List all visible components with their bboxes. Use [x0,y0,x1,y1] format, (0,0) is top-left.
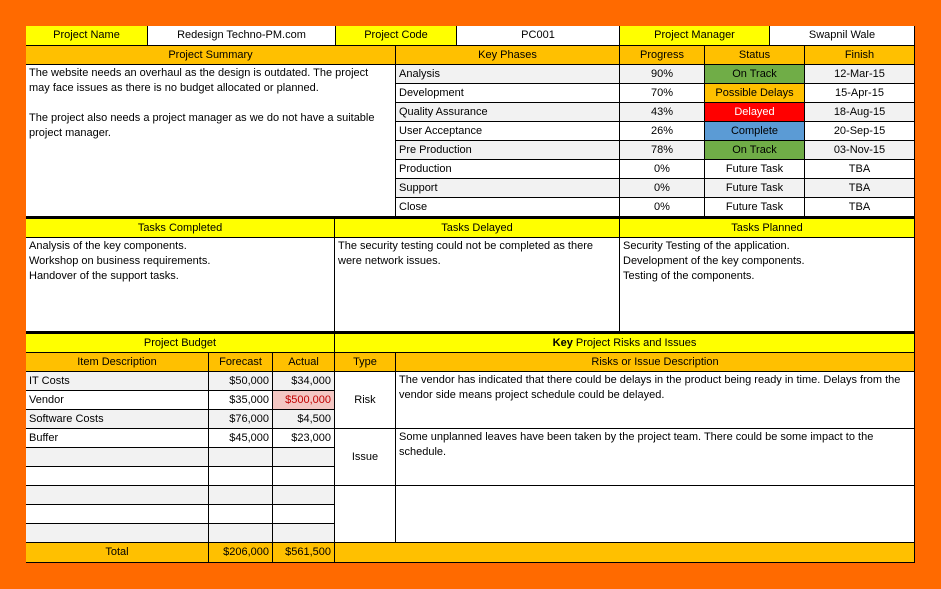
phase-name-cell: Support [396,179,620,198]
project-manager-label: Project Manager [620,26,770,46]
completed-task-item: Analysis of the key components. [29,240,187,252]
phase-status-badge: Future Task [705,160,805,179]
status-header: Status [705,46,805,65]
phase-name-cell: User Acceptance [396,122,620,141]
tasks-delayed-text [335,238,620,332]
delayed-task-item: The security testing could not be completed as there were network issues. [338,240,593,267]
phase-progress-cell: 0% [620,179,705,198]
status-report-sheet [26,26,915,563]
phase-finish-cell: TBA [805,198,915,217]
summary-paragraph-2: The project also needs a project manager as we do not have a suitable project manager. [29,112,375,139]
budget-total-forecast: $206,000 [209,543,273,563]
budget-empty-cell [209,467,273,486]
risk-description-header: Risks or Issue Description [396,353,915,372]
phase-status-badge: Future Task [705,198,805,217]
phase-finish-cell: 03-Nov-15 [805,141,915,160]
budget-item-cell: Software Costs [26,410,209,429]
phase-progress-cell: 0% [620,160,705,179]
project-manager-value: Swapnil Wale [770,26,915,46]
phase-name-cell: Analysis [396,65,620,84]
summary-paragraph-1: The website needs an overhaul as the design is outdated. The project may face issues as there is no budget allocated or planned. [29,67,369,94]
budget-forecast-cell: $45,000 [209,429,273,448]
budget-actual-cell: $34,000 [273,372,335,391]
budget-forecast-cell: $35,000 [209,391,273,410]
phase-progress-cell: 78% [620,141,705,160]
budget-empty-cell [26,448,209,467]
issue-description-cell: Some unplanned leaves have been taken by the project team. There could be some impact to the schedule. [396,429,915,486]
forecast-header: Forecast [209,353,273,372]
budget-total-actual: $561,500 [273,543,335,563]
actual-header: Actual [273,353,335,372]
completed-task-item: Workshop on business requirements. [29,255,211,267]
budget-empty-cell [26,467,209,486]
project-summary-body [26,65,396,217]
risks-issues-title [335,332,915,353]
budget-empty-cell [209,505,273,524]
project-name-value: Redesign Techno-PM.com [148,26,336,46]
project-code-label: Project Code [336,26,457,46]
project-name-label: Project Name [26,26,148,46]
budget-empty-cell [273,486,335,505]
phase-progress-cell: 43% [620,103,705,122]
phase-status-badge: On Track [705,141,805,160]
phase-status-badge: Possible Delays [705,84,805,103]
budget-empty-cell [209,524,273,543]
budget-empty-cell [26,486,209,505]
risks-title-rest: Project Risks and Issues [572,337,697,349]
phase-finish-cell: 15-Apr-15 [805,84,915,103]
budget-actual-cell: $4,500 [273,410,335,429]
completed-task-item: Handover of the support tasks. [29,270,179,282]
budget-forecast-cell: $76,000 [209,410,273,429]
budget-item-cell: Vendor [26,391,209,410]
empty-type-cell [335,486,396,543]
budget-empty-cell [26,524,209,543]
budget-forecast-cell: $50,000 [209,372,273,391]
tasks-completed-list [26,238,335,332]
phase-name-cell: Pre Production [396,141,620,160]
budget-empty-cell [209,448,273,467]
risk-type-cell: Risk [335,372,396,429]
item-description-header: Item Description [26,353,209,372]
tasks-delayed-title: Tasks Delayed [335,217,620,238]
phase-name-cell: Production [396,160,620,179]
phase-progress-cell: 90% [620,65,705,84]
key-phases-header: Key Phases [396,46,620,65]
phase-progress-cell: 0% [620,198,705,217]
budget-empty-cell [273,524,335,543]
finish-header: Finish [805,46,915,65]
planned-task-item: Security Testing of the application. [623,240,790,252]
phase-finish-cell: 18-Aug-15 [805,103,915,122]
phase-progress-cell: 26% [620,122,705,141]
phase-status-badge: Future Task [705,179,805,198]
phase-name-cell: Development [396,84,620,103]
tasks-planned-title: Tasks Planned [620,217,915,238]
budget-item-cell: Buffer [26,429,209,448]
empty-description-cell [396,486,915,543]
tasks-completed-title: Tasks Completed [26,217,335,238]
budget-empty-cell [273,505,335,524]
phase-status-badge: Delayed [705,103,805,122]
phase-status-badge: Complete [705,122,805,141]
project-summary-title: Project Summary [26,46,396,65]
phase-finish-cell: 20-Sep-15 [805,122,915,141]
budget-empty-cell [209,486,273,505]
issue-type-cell: Issue [335,429,396,486]
phase-status-badge: On Track [705,65,805,84]
budget-actual-cell: $500,000 [273,391,335,410]
progress-header: Progress [620,46,705,65]
budget-total-label: Total [26,543,209,563]
phase-finish-cell: TBA [805,160,915,179]
risk-description-cell: The vendor has indicated that there could be delays in the product being ready in time. Delays from the vendor side means project schedule could be delayed. [396,372,915,429]
planned-task-item: Testing of the components. [623,270,755,282]
project-code-value: PC001 [457,26,620,46]
budget-empty-cell [273,448,335,467]
phase-finish-cell: 12-Mar-15 [805,65,915,84]
phase-name-cell: Quality Assurance [396,103,620,122]
phase-name-cell: Close [396,198,620,217]
phase-progress-cell: 70% [620,84,705,103]
risks-footer-bar [335,543,915,563]
budget-actual-cell: $23,000 [273,429,335,448]
risks-title-bold: Key [552,337,573,349]
risk-type-header: Type [335,353,396,372]
tasks-planned-list [620,238,915,332]
budget-item-cell: IT Costs [26,372,209,391]
budget-empty-cell [26,505,209,524]
planned-task-item: Development of the key components. [623,255,805,267]
phase-finish-cell: TBA [805,179,915,198]
budget-empty-cell [273,467,335,486]
project-budget-title: Project Budget [26,332,335,353]
